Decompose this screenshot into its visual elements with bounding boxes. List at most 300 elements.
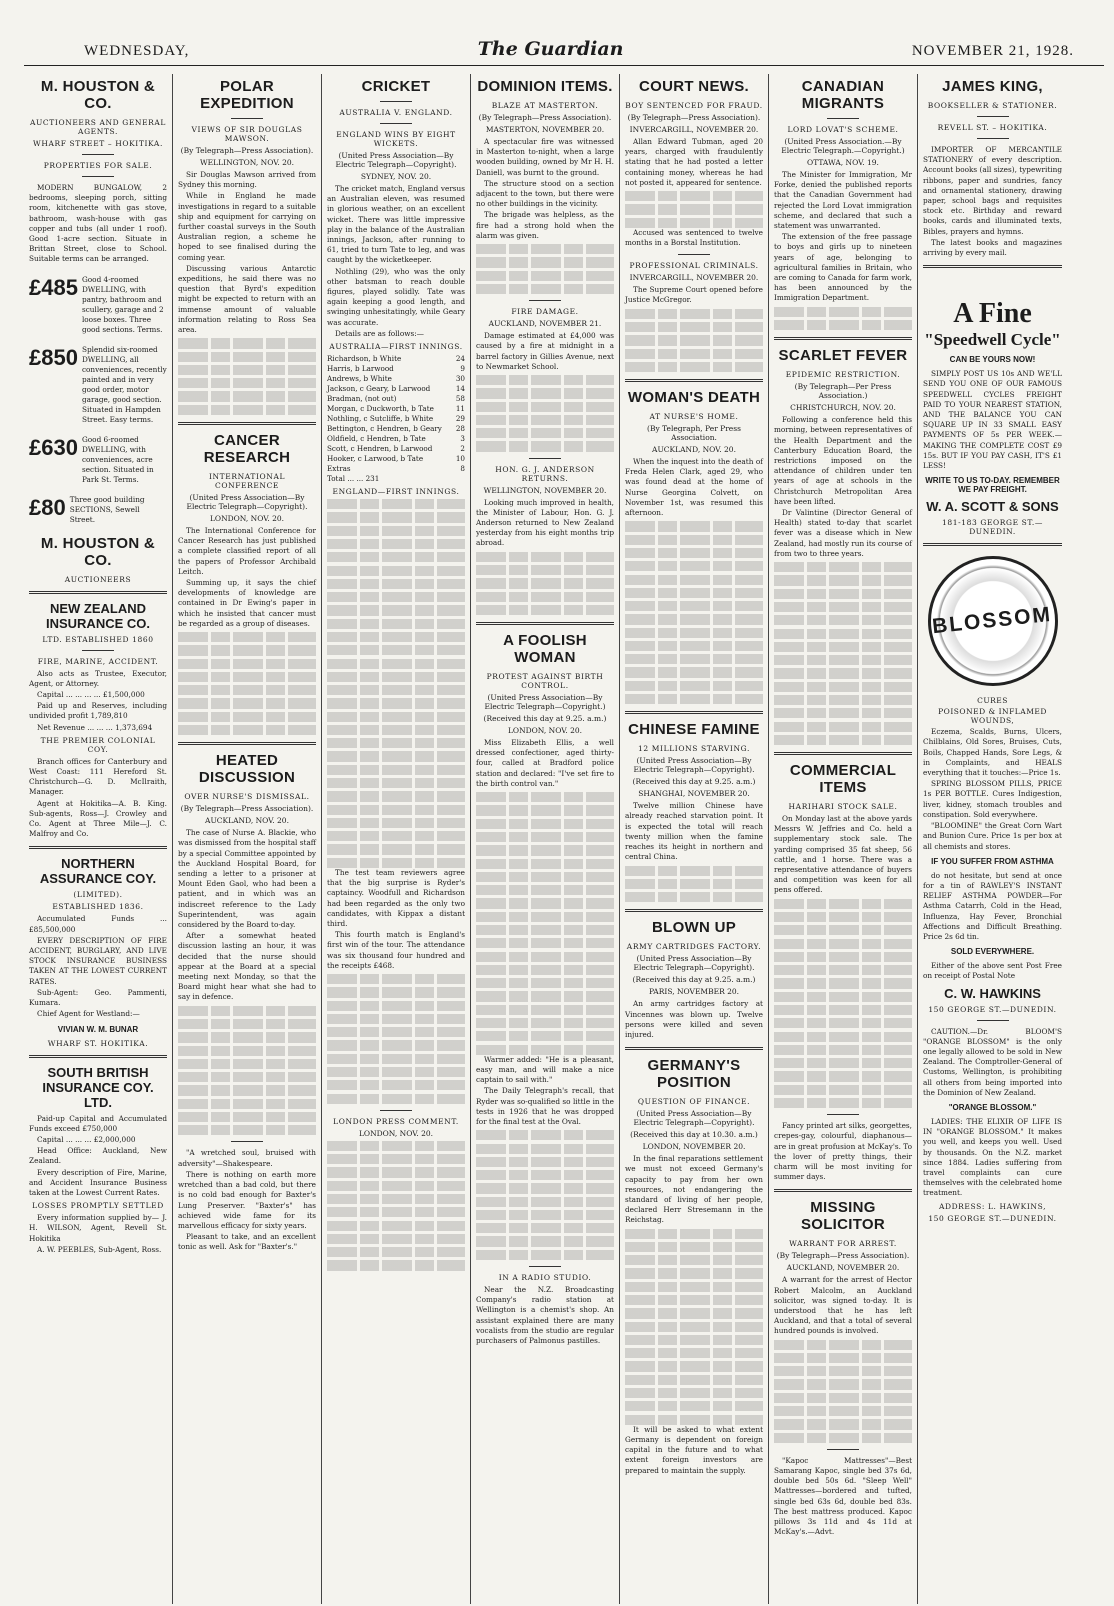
article-headline: A FOOLISH WOMAN — [503, 632, 587, 667]
article-paragraph: Near the N.Z. Broadcasting Company's radio station at Wellington is a chemist's shop. An assistant explained there are many vocalists from the studio are regular purchasers of Palmonus pastilles. — [476, 1284, 614, 1345]
advert-paragraph: IMPORTER OF MERCANTILE STATIONERY of every description. Account books (all sizes), typewriting ribbons, paper and sundries, fancy and ornamental stationery, drawing paper, school bags and requisites stock etc. Birthday and reward books, cards and illuminated texts, Bibles, prayers and hymns. — [923, 145, 1062, 236]
divider — [678, 254, 710, 255]
article-paragraph: Accused was sentenced to twelve months in a Borstal Institution. — [625, 227, 763, 248]
article-body-continued — [327, 1001, 465, 1011]
article-paragraph: A warrant for the arrest of Hector Robert Malcolm, an Auckland solicitor, was signed to-day. It is understood that he has left Auckland, and that a total of several hundred pounds is involved. — [774, 1275, 912, 1336]
article-body-continued — [476, 375, 614, 385]
article-paragraph: The International Conference for Cancer Research has just published a complete classified report of all the papers of Professor Archibald Leitch. — [178, 525, 316, 576]
property-price: £630 — [29, 434, 78, 460]
scorecard-continued — [327, 858, 465, 868]
article-dateline: AUCKLAND, NOV. 20. — [205, 816, 289, 826]
scorecard-continued — [327, 805, 465, 815]
article-body-continued — [476, 1157, 614, 1167]
ad-firm-subtitle: AUCTIONEERS — [64, 574, 132, 584]
article-dateline: INVERCARGILL, NOVEMBER 20. — [629, 273, 759, 283]
article-body-continued — [625, 641, 763, 651]
scorecard-continued — [327, 579, 465, 589]
batsman-runs: 29 — [455, 414, 465, 424]
article-body-continued — [327, 1027, 465, 1037]
property-listing: MODERN BUNGALOW, 2 bedrooms, sleeping porch, sitting room, kitchenette with gas stove, bathroom, wash-house with gas copper and tubs (all under 1 roof). Good 1-acre section. Situate in Brittan Street, close to School. Suitable terms can be arranged. — [29, 183, 167, 264]
article-headline: MISSING SOLICITOR — [800, 1199, 886, 1234]
insurance-ad-text: Paid-up Capital and Accumulated Funds exceed £750,000 — [29, 1113, 167, 1133]
article-body-continued — [476, 257, 614, 267]
divider — [923, 543, 1062, 546]
article-body-continued — [625, 601, 763, 611]
article-paragraph: Warmer added: "He is a pleasant, easy man, and will make a nice captain to sail with." — [476, 1054, 614, 1085]
cycle-ad-headline: A Fine — [953, 298, 1032, 330]
article-body-continued — [774, 1433, 912, 1443]
article-dateline: MASTERTON, NOVEMBER 20. — [485, 125, 605, 134]
article-body-continued — [774, 668, 912, 678]
insurance-ad-title: NORTHERN ASSURANCE COY. — [39, 856, 157, 887]
property-description: Good 6-roomed DWELLING, with conveniences, acre section. Situated in Park St. Terms. — [81, 434, 154, 484]
batsman-runs: 14 — [455, 384, 465, 394]
article-body-continued — [476, 872, 614, 882]
article-body-continued — [476, 845, 614, 855]
article-body-continued — [625, 218, 763, 228]
article-body-continued — [774, 1379, 912, 1389]
article-credit: (United Press Association—By Electric Telegraph—Copyright). — [633, 954, 755, 973]
divider — [231, 118, 263, 119]
article-body-continued — [625, 1415, 763, 1425]
article-paragraph: On Monday last at the above yards Messrs W. Jeffries and Co. held a supplementary stock sale. The yarding comprised 35 fat sheep, 56 cattle, and 1 horse. There was a representative attendance of buyers and competition was keen for all pens offered. — [774, 813, 912, 895]
article-subheading: LONDON PRESS COMMENT. — [333, 1116, 459, 1126]
ad-firm-name: M. HOUSTON & CO. — [40, 78, 156, 112]
column-1-advertisements — [24, 74, 173, 1604]
article-body-continued — [774, 642, 912, 652]
article-subheading: HARIHARI STOCK SALE. — [788, 801, 898, 811]
article-body-continued — [178, 405, 316, 415]
article-body-continued — [625, 628, 763, 638]
article-paragraph: In the final reparations settlement we must not exceed Germany's capacity to pay from her own resources, not endangering the standard of living of her people, declared Herr Stresemann in the Reichstag. — [625, 1154, 763, 1225]
article-body-continued — [178, 1046, 316, 1056]
ad-heading: POISONED & INFLAMED WOUNDS, — [938, 707, 1047, 726]
article-dateline: SYDNEY, NOV. 20. — [360, 172, 432, 181]
article-body-continued — [774, 1406, 912, 1416]
divider — [82, 176, 114, 177]
article-dateline: WELLINGTON, NOVEMBER 20. — [483, 485, 607, 495]
article-subheading: OVER NURSE'S DISMISSAL. — [184, 792, 310, 802]
article-body-continued — [625, 521, 763, 531]
article-body-continued — [625, 1268, 763, 1278]
scorecard-row — [327, 354, 465, 364]
divider — [977, 1020, 1009, 1021]
divider — [827, 1449, 859, 1450]
scorecard-continued — [327, 512, 465, 522]
article-subheading: LORD LOVAT'S SCHEME. — [787, 125, 899, 134]
article-body-continued — [625, 1229, 763, 1239]
batsman-name: Morgan, c Duckworth, b Tate — [327, 404, 434, 414]
batsman-runs: 3 — [460, 434, 465, 444]
article-body-continued — [178, 378, 316, 388]
article-credit: (United Press Association.—By Electric Telegraph.—Copyright.) — [781, 137, 905, 155]
article-body-continued — [625, 1282, 763, 1292]
masthead-paper-title: The Guardian — [477, 38, 624, 60]
article-body-continued — [327, 1247, 465, 1257]
insurance-agent-address: WHARF ST. HOKITIKA. — [47, 1038, 149, 1048]
article-body-continued — [625, 694, 763, 704]
article-body-continued — [178, 725, 316, 735]
ad-firm-address: REVELL ST. – HOKITIKA. — [937, 123, 1048, 132]
article-body-continued — [476, 1236, 614, 1246]
article-body-continued — [774, 1340, 912, 1350]
divider — [625, 379, 763, 382]
divider — [178, 742, 316, 745]
property-listing — [29, 495, 167, 525]
article-body-continued — [476, 565, 614, 575]
divider — [774, 337, 912, 340]
article-subheading: HON. G. J. ANDERSON RETURNS. — [495, 464, 595, 483]
article-dateline: OTTAWA, NOV. 19. — [807, 158, 879, 167]
batsman-name: Oldfield, c Hendren, b Tate — [327, 434, 426, 444]
divider — [625, 711, 763, 714]
article-headline: BLOWN UP — [651, 919, 737, 937]
scorecard-row — [327, 394, 465, 404]
article-body-continued — [476, 1223, 614, 1233]
article-paragraph: Discussing various Antarctic expeditions, he said there was no question that Byrd's expedition might be expected to return with an immense amount of valuable information relating to Ross Sea area. — [178, 263, 316, 335]
article-body-continued — [476, 792, 614, 802]
batsman-name: Jackson, c Geary, b Larwood — [327, 384, 431, 394]
article-body-continued — [327, 1067, 465, 1077]
ad-firm-name: W. A. SCOTT & SONS — [926, 499, 1059, 515]
article-paragraph: Following a conference held this morning, between representatives of the Health Department and the Canterbury Education Board, the restrictions imposed on the attendance of children under ten years of age at schools in the Christchurch Metropolitan Area have been lifted. — [774, 415, 912, 506]
insurance-ad-subtitle: ESTABLISHED 1836. — [52, 902, 144, 912]
article-body-continued — [178, 352, 316, 362]
article-body-continued — [625, 362, 763, 372]
article-paragraph: The Minister for Immigration, Mr Forke, denied the published reports that the Canadian Government had rejected the Lord Lovat immigration scheme, and declared that such a statement was unwarranted. — [774, 170, 912, 231]
batsman-runs: 28 — [455, 424, 465, 434]
article-body-continued — [774, 682, 912, 692]
divider — [774, 752, 912, 755]
article-body-continued — [327, 987, 465, 997]
batsman-runs: 58 — [455, 394, 465, 404]
insurance-ad-text: Sub-Agent: Geo. Pammenti, Kumara. — [29, 987, 167, 1008]
article-body-continued — [327, 1040, 465, 1050]
article-body-continued — [625, 1401, 763, 1411]
divider — [977, 116, 1009, 117]
article-subheading: WARRANT FOR ARREST. — [789, 1239, 897, 1249]
insurance-ad-text: Accumulated Funds ... £85,500,000 — [29, 914, 167, 934]
article-paragraph: Dr Valintine (Director General of Health) stated to-day that scarlet fever was a disease which in New Zealand, had mostly run its course of from two to three years. — [774, 508, 912, 558]
advert-paragraph: Pleasant to take, and an excellent tonic as well. Ask for "Baxter's." — [178, 1232, 316, 1252]
divider — [827, 1114, 859, 1115]
article-subheading: IN A RADIO STUDIO. — [498, 1272, 592, 1282]
article-body-continued — [476, 965, 614, 975]
article-dateline: AUCKLAND, NOVEMBER 21. — [488, 319, 602, 329]
insurance-ad-subtitle: (LIMITED). — [73, 890, 123, 900]
article-body-continued — [178, 645, 316, 655]
insurance-ad-text: Every information supplied by— J. H. WILSON, Agent, Revell St. Hokitika — [29, 1213, 167, 1243]
article-body-continued — [327, 1080, 465, 1090]
properties-heading: PROPERTIES FOR SALE. — [43, 161, 153, 170]
scorecard-continued — [327, 685, 465, 695]
article-body-continued — [476, 1170, 614, 1180]
article-body-continued — [476, 1144, 614, 1154]
scorecard-continued — [327, 499, 465, 509]
article-body-continued — [178, 1032, 316, 1042]
divider — [476, 622, 614, 625]
article-body-continued — [625, 535, 763, 545]
divider — [29, 846, 167, 849]
article-subheading: AT NURSE'S HOME. — [649, 412, 739, 422]
advert-paragraph: Eczema, Scalds, Burns, Ulcers, Chilblains, Old Sores, Bruises, Cuts, Boils, Chapped Hands, Sore Legs, & in Complaints, and HEALS everything that it touches:—Price 1s. — [923, 727, 1062, 778]
article-body-continued — [774, 1353, 912, 1363]
ad-firm-address: 150 GEORGE ST.—DUNEDIN. — [928, 1004, 1057, 1014]
blossom-seal-logo — [928, 556, 1058, 686]
article-body-continued — [774, 562, 912, 572]
article-body-continued — [327, 1234, 465, 1244]
column-2-news — [173, 74, 322, 1604]
scorecard-continued — [327, 672, 465, 682]
scorecard-continued — [327, 698, 465, 708]
property-price: £485 — [29, 274, 78, 300]
article-body-continued — [476, 1183, 614, 1193]
article-body-continued — [476, 1045, 614, 1055]
article-body-continued — [476, 388, 614, 398]
article-body-continued — [476, 284, 614, 294]
article-body-continued — [476, 1250, 614, 1260]
divider — [380, 1110, 412, 1111]
ad-heading: CURES — [977, 696, 1008, 706]
article-body-continued — [625, 667, 763, 677]
scorecard-row — [327, 404, 465, 414]
divider — [529, 300, 561, 301]
article-body-continued — [476, 244, 614, 254]
article-body-continued — [327, 1194, 465, 1204]
article-body-continued — [327, 1221, 465, 1231]
batsman-name: Bettington, c Hendren, b Geary — [327, 424, 442, 434]
column-4-dominion — [471, 74, 620, 1604]
article-subheading: VIEWS OF SIR DOUGLAS MAWSON. — [191, 125, 303, 143]
insurance-ad-line: THE PREMIER COLONIAL COY. — [40, 735, 156, 754]
scorecard-continued — [327, 778, 465, 788]
article-credit: (United Press Association—By Electric Telegraph—Copyright.) — [484, 693, 606, 712]
property-price: £850 — [29, 344, 78, 370]
article-received: (Received this day at 9.25. a.m.) — [483, 714, 607, 724]
insurance-ad-text: Net Revenue ... ... ... 1,373,694 — [37, 722, 153, 732]
scorecard-row — [327, 364, 465, 374]
article-paragraph: After a somewhat heated discussion lasting an hour, it was decided that the nurse should appear at the Board at a special meeting next Monday, so that the Board might hear what she had to say in defence. — [178, 931, 316, 1002]
batsman-name: Hooker, c Larwood, b Tate — [327, 454, 424, 464]
article-body-continued — [476, 428, 614, 438]
article-body-continued — [327, 974, 465, 984]
article-headline: COURT NEWS. — [639, 78, 749, 95]
advert-quote: "A wretched soul, bruised with adversity"—Shakespeare. — [178, 1148, 316, 1168]
insurance-ad-text: Capital ... ... ... ... £1,500,000 — [37, 690, 145, 700]
article-body-continued — [774, 629, 912, 639]
column-6-news — [769, 74, 918, 1604]
article-subheading: BLAZE AT MASTERTON. — [491, 101, 599, 110]
ad-firm-subtitle: BOOKSELLER & STATIONER. — [927, 101, 1058, 110]
article-headline: WOMAN'S DEATH — [627, 389, 761, 407]
article-body-continued — [476, 805, 614, 815]
article-dateline: SHANGHAI, NOVEMBER 20. — [638, 789, 750, 799]
article-body-continued — [327, 1181, 465, 1191]
insurance-ad-text: Also acts as Trustee, Executor, Agent, or Attorney. — [29, 668, 167, 688]
article-body-continued — [476, 592, 614, 602]
article-body-continued — [625, 1322, 763, 1332]
scorecard-row — [327, 374, 465, 384]
article-body-continued — [625, 561, 763, 571]
article-headline: CHINESE FAMINE — [628, 721, 760, 739]
scorecard-continued — [327, 619, 465, 629]
article-body-continued — [178, 1125, 316, 1135]
divider — [29, 1055, 167, 1058]
batsman-runs: 8 — [460, 464, 465, 474]
property-listing — [29, 275, 167, 335]
batsman-name: Nothling, c Sutcliffe, b White — [327, 414, 434, 424]
article-body-continued — [774, 899, 912, 909]
article-body-continued — [476, 819, 614, 829]
ad-address: 150 GEORGE ST.—DUNEDIN. — [928, 1213, 1057, 1223]
divider — [231, 1141, 263, 1142]
article-dateline: WELLINGTON, NOV. 20. — [199, 158, 295, 167]
advert-paragraph: Either of the above sent Post Free on receipt of Postal Note — [923, 961, 1062, 981]
article-body-continued — [774, 939, 912, 949]
article-body-continued — [476, 415, 614, 425]
article-credit: (United Press Association—By Electric Telegraph—Copyright). — [335, 151, 457, 169]
article-subheading: 12 MILLIONS STARVING. — [638, 744, 750, 754]
article-body-continued — [476, 402, 614, 412]
article-body-continued — [774, 1419, 912, 1429]
insurance-ad-line: FIRE, MARINE, ACCIDENT. — [37, 656, 159, 666]
batsman-runs: 24 — [455, 354, 465, 364]
divider — [82, 650, 114, 651]
scorecard-continued — [327, 552, 465, 562]
advert-paragraph: The latest books and magazines arriving by every mail. — [923, 237, 1062, 258]
article-subheading: AUSTRALIA V. ENGLAND. — [339, 108, 453, 117]
article-paragraph: The extension of the free passage to boys and girls up to nineteen years of age, belonging to agricultural families in Britain, who are coming to Canada for farm work, has been announced by the Immigration Department. — [774, 232, 912, 303]
article-body-continued — [774, 602, 912, 612]
advert-paragraph: do not hesitate, but send at once for a tin of RAWLEY'S INSTANT RELIEF ASTHMA POWDER—For Asthma Catarrh, Cold in the Head, Influenza, Hay Fever, Bronchial Affections and Difficult Breathing. Price 2s 6d tin. — [923, 870, 1062, 941]
article-headline: HEATED DISCUSSION — [198, 752, 296, 787]
insurance-ad-text: EVERY DESCRIPTION OF FIRE ACCIDENT, BURGLARY, AND LIVE STOCK INSURANCE BUSINESS TAKEN AT THE LOWEST CURRENT RATES. — [29, 935, 167, 986]
divider — [625, 1047, 763, 1050]
article-body-continued — [625, 1361, 763, 1371]
article-body-continued — [178, 685, 316, 695]
ad-firm-name: M. HOUSTON & CO. — [40, 534, 156, 569]
article-dateline: LONDON, NOVEMBER 20. — [642, 1142, 746, 1152]
article-subheading: ENGLAND WINS BY EIGHT WICKETS. — [336, 130, 456, 148]
scorecard-continued — [327, 645, 465, 655]
article-credit: (By Telegraph—Per Press Association.) — [794, 382, 892, 401]
batsman-name: Bradman, (not out) — [327, 394, 397, 404]
article-body-continued — [178, 632, 316, 642]
article-dateline: AUCKLAND, NOV. 20. — [652, 445, 736, 455]
ad-firm-name: JAMES KING, — [942, 78, 1043, 95]
article-paragraph: Summing up, it says the chief developments of knowledge are contained in Dr Ewing's paper in which he insisted that cancer must be regarded as a group of diseases. — [178, 577, 316, 628]
article-body-continued — [476, 898, 614, 908]
advert-paragraph: SPRING BLOSSOM PILLS, PRICE 1s PER BOTTLE. Cures Indigestion, liver, kidney, stomach troubles and constipation. Sold everywhere. — [923, 779, 1062, 819]
article-body-continued — [625, 1335, 763, 1345]
scorecard-continued — [327, 831, 465, 841]
article-paragraph: While in England he made investigations in regard to a suitable ship and equipment for carrying on further coastal surveys in the South Australian region, a scheme he hoped to see finalised during the coming year. — [178, 191, 316, 262]
cycle-ad-callout: WRITE TO US TO-DAY. REMEMBER WE PAY FREIGHT. — [925, 476, 1060, 495]
divider — [923, 265, 1062, 268]
article-dateline: AUCKLAND, NOVEMBER 20. — [786, 1263, 900, 1273]
insurance-ad-line: LOSSES PROMPTLY SETTLED — [32, 1201, 164, 1211]
batsman-runs: 10 — [455, 454, 465, 464]
article-body-continued — [625, 335, 763, 345]
article-body-continued — [327, 1260, 465, 1270]
ad-firm-name: C. W. HAWKINS — [944, 985, 1041, 1001]
article-paragraph: The test team reviewers agree that the big surprise is Ryder's captaincy. Woodfull and Richardson had been regarded as the only two candidates, with Kippax a distant third. — [327, 867, 465, 928]
article-body-continued — [625, 892, 763, 902]
article-body-continued — [178, 391, 316, 401]
scorecard-continued — [327, 738, 465, 748]
article-body-continued — [625, 309, 763, 319]
article-dateline: LONDON, NOV. 20. — [209, 513, 285, 523]
article-body-continued — [178, 1072, 316, 1082]
article-body-continued — [625, 614, 763, 624]
article-body-continued — [476, 271, 614, 281]
insurance-ad-text: Paid up and Reserves, including undivided profit 1,789,810 — [29, 701, 167, 721]
article-body-continued — [476, 925, 614, 935]
property-description: Good 4-roomed DWELLING, with pantry, bathroom and scullery, garage and 2 loose boxes. Three good sections. Terms. — [81, 274, 164, 334]
advert-paragraph: SIMPLY POST US 10s AND WE'LL SEND YOU ONE OF OUR FAMOUS SPEEDWELL CYCLES FREIGHT PAID TO YOUR NEAREST STATION, AND THE BALANCE YOU CAN SQUARE UP IN 33 SMALL EASY PAYMENTS OF 5s PER WEEK.—MAKING THE COMPLETE COST £9 15s. BUT IF YOU PAY CASH, IT'S £1 LESS! — [923, 369, 1062, 471]
article-body-continued — [476, 859, 614, 869]
article-paragraph: The brigade was helpless, as the fire had a strong hold when the alarm was given. — [476, 210, 614, 240]
article-body-continued — [625, 322, 763, 332]
article-paragraph: This fourth match is England's first win of the tour. The attendance was six thousand four hundred and the receipts £468. — [327, 930, 465, 970]
masthead — [24, 20, 1104, 66]
article-headline: COMMERCIAL ITEMS — [789, 761, 897, 796]
article-subheading: ARMY CARTRIDGES FACTORY. — [626, 942, 762, 952]
article-subheading: PROTEST AGAINST BIRTH CONTROL. — [486, 672, 604, 691]
scorecard-continued — [327, 592, 465, 602]
article-body-continued — [178, 712, 316, 722]
article-body-continued — [774, 1018, 912, 1028]
batsman-name: Harris, b Larwood — [327, 364, 394, 374]
insurance-ad-title: NEW ZEALAND INSURANCE CO. — [45, 600, 150, 631]
article-body-continued — [476, 578, 614, 588]
article-body-continued — [625, 548, 763, 558]
divider — [178, 422, 316, 425]
article-body-continued — [625, 349, 763, 359]
columns — [24, 74, 1104, 1604]
batsman-name: Andrews, b White — [327, 374, 392, 384]
article-paragraph: When the inquest into the death of Freda Helen Clark, aged 29, who was found dead at the home of Nurse Georgina Colvett, on November 1st, was resumed this afternoon. — [625, 457, 763, 518]
article-body-continued — [625, 1348, 763, 1358]
divider — [529, 458, 561, 459]
article-body-continued — [625, 681, 763, 691]
article-credit: (United Press Association—By Electric Telegraph—Copyright). — [633, 1109, 755, 1128]
article-body-continued — [774, 735, 912, 745]
scorecard-continued — [327, 659, 465, 669]
article-body-continued — [476, 552, 614, 562]
article-dateline: CHRISTCHURCH, NOV. 20. — [790, 403, 896, 413]
scorecard-continued — [327, 539, 465, 549]
article-paragraph: It will be asked to what extent Germany is dependent on foreign capital in the future and to what extent foreign investors are prepared to maintain the supply. — [625, 1424, 763, 1475]
article-paragraph: The Daily Telegraph's recall, that Ryder was so-qualified so little in the tests in 1926 that he was dropped for the final test at the Oval. — [476, 1086, 614, 1126]
property-description: Three good building SECTIONS, Sewell Street. — [69, 494, 145, 524]
batsman-runs: 9 — [460, 364, 465, 374]
article-body-continued — [774, 1058, 912, 1068]
advert-paragraph: "BLOOMINE" the Great Corn Wart and Bunion Cure. Price 1s per box at all chemists and stores. — [923, 821, 1062, 851]
article-body-continued — [178, 672, 316, 682]
scorecard-continued — [327, 566, 465, 576]
batsman-name: Scott, c Hendren, b Larwood — [327, 444, 433, 454]
article-body-continued — [327, 1167, 465, 1177]
scorecard-continued — [327, 526, 465, 536]
insurance-ad-text: Capital ... ... ... £2,000,000 — [37, 1134, 136, 1144]
article-body-continued — [625, 1388, 763, 1398]
article-body-continued — [178, 1059, 316, 1069]
divider — [29, 591, 167, 594]
article-body-continued — [476, 978, 614, 988]
insurance-ad-text: A. W. PEEBLES, Sub-Agent, Ross. — [37, 1244, 162, 1254]
divider — [774, 1189, 912, 1192]
